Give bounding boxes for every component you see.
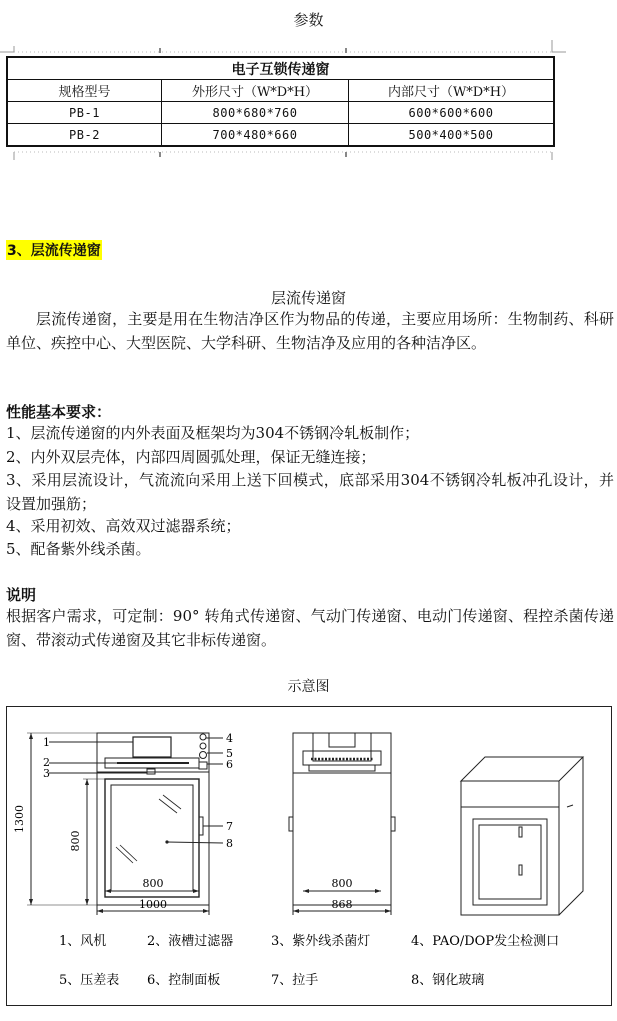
dim-front-outer: 1000 xyxy=(139,898,167,911)
legend-item: 1、风机 xyxy=(59,934,107,949)
spec-header-outer: 外形尺寸（W*D*H） xyxy=(162,80,349,102)
spec-header-model: 规格型号 xyxy=(7,80,162,102)
callout-1: 1 xyxy=(43,736,50,749)
notes-heading: 说明 xyxy=(6,586,37,604)
spec-cell: 700*480*660 xyxy=(162,124,349,147)
dim-height-total: 1300 xyxy=(13,805,26,833)
diagram-frame xyxy=(6,706,612,1006)
legend-item: 5、压差表 xyxy=(59,973,120,988)
performance-heading: 性能基本要求： xyxy=(6,403,112,421)
table-row xyxy=(7,102,554,124)
list-item: 3、采用层流设计，气流流向采用上送下回模式，底部采用304不锈钢冷轧板冲孔设计，并设置加强筋； xyxy=(6,471,614,513)
spec-cell: 800*680*760 xyxy=(162,102,349,124)
list-item: 4、采用初效、高效双过滤器系统； xyxy=(6,517,241,535)
list-item: 1、层流传递窗的内外表面及框架均为304不锈钢冷轧板制作； xyxy=(6,424,420,442)
dim-side-inner: 800 xyxy=(331,877,353,890)
section-subtitle: 层流传递窗 xyxy=(270,289,346,307)
iso-top xyxy=(461,757,583,781)
callout-7: 7 xyxy=(226,820,233,833)
dim-front-inner: 800 xyxy=(142,877,164,890)
list-item: 5、配备紫外线杀菌。 xyxy=(6,540,151,558)
spec-cell: 600*600*600 xyxy=(349,102,555,124)
table-row xyxy=(7,124,554,147)
callout-5: 5 xyxy=(226,747,233,760)
callout-2: 2 xyxy=(43,756,50,769)
fan-box xyxy=(133,737,171,757)
notes-text: 根据客户需求，可定制：90° 转角式传递窗、气动门传递窗、电动门传递窗、程控杀菌传递窗、带滚动式传递窗及其它非标传递窗。 xyxy=(6,607,614,649)
callout-3: 3 xyxy=(43,767,50,780)
spec-cell: PB-2 xyxy=(7,124,162,147)
diagram-title: 示意图 xyxy=(287,679,330,695)
legend-item: 7、拉手 xyxy=(271,973,319,988)
callout-6: 6 xyxy=(226,758,233,771)
callout-4: 4 xyxy=(226,732,233,745)
list-item: 2、内外双层壳体，内部四周圆弧处理，保证无缝连接； xyxy=(6,448,376,466)
section-heading: 3、层流传递窗 xyxy=(6,240,102,260)
laminar-pass-box-diagram xyxy=(7,707,611,1005)
legend-item: 8、钢化玻璃 xyxy=(411,973,485,988)
params-heading: 参数 xyxy=(293,11,324,29)
legend-item: 2、液槽过滤器 xyxy=(147,934,234,949)
legend-item: 3、紫外线杀菌灯 xyxy=(271,934,371,949)
legend-item: 6、控制面板 xyxy=(147,973,221,988)
spec-cell: 500*400*500 xyxy=(349,124,555,147)
dim-height-door: 800 xyxy=(69,830,82,852)
callout-8: 8 xyxy=(226,837,233,850)
spec-table xyxy=(6,56,555,147)
legend-item: 4、PAO/DOP发尘检测口 xyxy=(411,934,560,949)
dim-side-outer: 868 xyxy=(331,898,353,911)
spec-table-title: 电子互锁传递窗 xyxy=(7,57,554,80)
intro-paragraph: 层流传递窗，主要是用在生物洁净区作为物品的传递，主要应用场所：生物制药、科研单位、疾控中心、大型医院、大学科研、生物洁净及应用的各种洁净区。 xyxy=(6,310,614,352)
spec-header-inner: 内部尺寸（W*D*H） xyxy=(349,80,555,102)
spec-cell: PB-1 xyxy=(7,102,162,124)
